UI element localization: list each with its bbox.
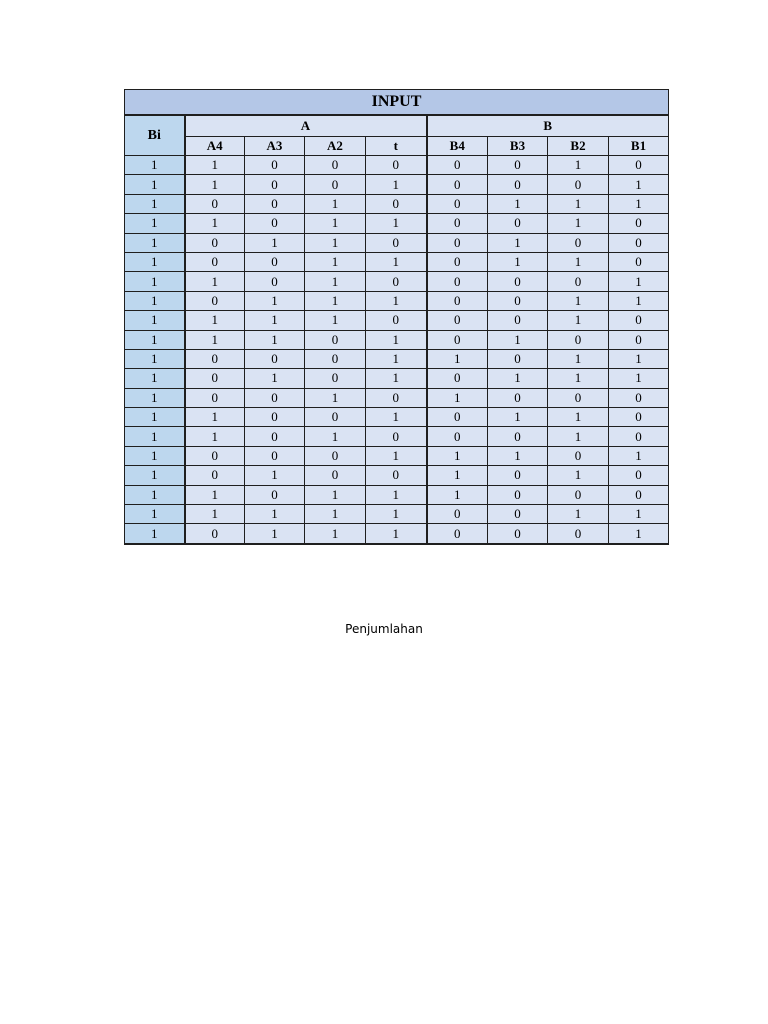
table-row — [125, 311, 669, 330]
bi-cell: 1 — [125, 233, 185, 252]
table-cell: 1 — [305, 252, 366, 271]
table-cell: 0 — [427, 311, 488, 330]
table-cell: 0 — [427, 272, 488, 291]
table-cell: 0 — [609, 408, 669, 427]
table-row — [125, 233, 669, 252]
table-cell: 0 — [488, 349, 548, 368]
table-cell: 1 — [548, 408, 609, 427]
bi-cell: 1 — [125, 214, 185, 233]
table-cell: 0 — [488, 388, 548, 407]
table-cell: 0 — [305, 349, 366, 368]
table-cell: 1 — [366, 349, 427, 368]
table-cell: 0 — [427, 291, 488, 310]
caption-text: Penjumlahan — [345, 622, 423, 636]
table-cell: 0 — [366, 311, 427, 330]
table-cell: 1 — [185, 408, 245, 427]
table-cell: 1 — [488, 408, 548, 427]
table-cell: 0 — [185, 466, 245, 485]
table-cell: 0 — [488, 505, 548, 524]
table-row — [125, 291, 669, 310]
table-cell: 1 — [548, 427, 609, 446]
table-cell: 0 — [366, 427, 427, 446]
bi-header: Bi — [125, 115, 185, 156]
table-cell: 1 — [245, 291, 305, 310]
table-cell: 0 — [609, 330, 669, 349]
table-cell: 0 — [488, 175, 548, 194]
table-cell: 1 — [305, 194, 366, 213]
table-cell: 1 — [366, 446, 427, 465]
table-cell: 0 — [488, 466, 548, 485]
table-cell: 0 — [548, 330, 609, 349]
bi-cell: 1 — [125, 349, 185, 368]
table-row — [125, 427, 669, 446]
table-cell: 1 — [185, 427, 245, 446]
table-cell: 1 — [185, 485, 245, 504]
table-cell: 1 — [185, 156, 245, 175]
table-cell: 1 — [185, 175, 245, 194]
table-cell: 0 — [609, 427, 669, 446]
table-row — [125, 349, 669, 368]
table-cell: 1 — [609, 175, 669, 194]
table-cell: 1 — [548, 214, 609, 233]
table-cell: 1 — [548, 466, 609, 485]
table-cell: 1 — [366, 214, 427, 233]
table-cell: 1 — [305, 505, 366, 524]
table-cell: 0 — [427, 194, 488, 213]
bi-cell: 1 — [125, 311, 185, 330]
table-cell: 0 — [366, 272, 427, 291]
table-cell: 1 — [548, 194, 609, 213]
table-cell: 0 — [245, 272, 305, 291]
table-cell: 0 — [245, 408, 305, 427]
table-cell: 1 — [245, 369, 305, 388]
table-cell: 0 — [609, 311, 669, 330]
table-cell: 1 — [245, 505, 305, 524]
table-cell: 1 — [245, 311, 305, 330]
table-row — [125, 330, 669, 349]
table-cell: 1 — [427, 466, 488, 485]
table-cell: 0 — [245, 388, 305, 407]
column-header-b4: B4 — [427, 137, 488, 156]
table-cell: 1 — [305, 272, 366, 291]
table-cell: 0 — [488, 272, 548, 291]
table-row — [125, 194, 669, 213]
table-cell: 0 — [609, 233, 669, 252]
table-cell: 0 — [245, 214, 305, 233]
table-cell: 1 — [305, 214, 366, 233]
table-cell: 1 — [427, 388, 488, 407]
table-cell: 0 — [185, 233, 245, 252]
bi-cell: 1 — [125, 369, 185, 388]
table-cell: 0 — [488, 311, 548, 330]
table-cell: 1 — [609, 291, 669, 310]
table-cell: 0 — [185, 369, 245, 388]
bi-cell: 1 — [125, 272, 185, 291]
table-row — [125, 214, 669, 233]
table-row — [125, 485, 669, 504]
table-row — [125, 272, 669, 291]
table-cell: 1 — [366, 330, 427, 349]
table-row — [125, 446, 669, 465]
group-header-row — [125, 115, 669, 137]
table-row — [125, 505, 669, 524]
table-cell: 1 — [366, 524, 427, 544]
column-header-row — [125, 137, 669, 156]
table-cell: 0 — [488, 214, 548, 233]
bi-cell: 1 — [125, 388, 185, 407]
table-cell: 0 — [427, 252, 488, 271]
column-header-b3: B3 — [488, 137, 548, 156]
table-cell: 1 — [609, 446, 669, 465]
bi-cell: 1 — [125, 485, 185, 504]
table-cell: 1 — [185, 272, 245, 291]
table-cell: 1 — [305, 427, 366, 446]
table-cell: 0 — [427, 505, 488, 524]
table-cell: 1 — [185, 505, 245, 524]
column-header-b1: B1 — [609, 137, 669, 156]
column-header-t: t — [366, 137, 427, 156]
table-cell: 0 — [305, 369, 366, 388]
table-cell: 1 — [427, 349, 488, 368]
table-cell: 0 — [548, 272, 609, 291]
table-cell: 0 — [245, 156, 305, 175]
table-cell: 0 — [609, 485, 669, 504]
table-cell: 0 — [245, 349, 305, 368]
table-cell: 1 — [427, 485, 488, 504]
table-cell: 1 — [609, 349, 669, 368]
table-cell: 0 — [245, 194, 305, 213]
table-cell: 0 — [548, 446, 609, 465]
table-cell: 0 — [488, 485, 548, 504]
table-cell: 0 — [488, 156, 548, 175]
table-cell: 0 — [427, 214, 488, 233]
table-cell: 1 — [548, 349, 609, 368]
table-cell: 1 — [245, 233, 305, 252]
table-cell: 1 — [185, 311, 245, 330]
table-body — [125, 156, 669, 544]
bi-cell: 1 — [125, 252, 185, 271]
table-cell: 1 — [609, 272, 669, 291]
bi-cell: 1 — [125, 446, 185, 465]
table-cell: 0 — [185, 252, 245, 271]
table-cell: 1 — [609, 524, 669, 544]
table-cell: 0 — [427, 175, 488, 194]
table-cell: 0 — [245, 427, 305, 446]
table-cell: 1 — [366, 291, 427, 310]
table-cell: 1 — [245, 524, 305, 544]
bi-cell: 1 — [125, 408, 185, 427]
table-cell: 0 — [305, 466, 366, 485]
table-cell: 1 — [245, 330, 305, 349]
bi-cell: 1 — [125, 466, 185, 485]
table-cell: 0 — [488, 524, 548, 544]
table-cell: 0 — [185, 349, 245, 368]
table-cell: 0 — [185, 194, 245, 213]
bi-cell: 1 — [125, 156, 185, 175]
table-cell: 0 — [548, 388, 609, 407]
column-header-a2: A2 — [305, 137, 366, 156]
table-row — [125, 252, 669, 271]
table-cell: 0 — [245, 485, 305, 504]
table-cell: 0 — [609, 156, 669, 175]
table-cell: 1 — [305, 485, 366, 504]
table-cell: 1 — [305, 233, 366, 252]
table-cell: 1 — [305, 291, 366, 310]
table-cell: 1 — [609, 505, 669, 524]
table-cell: 0 — [427, 408, 488, 427]
table-cell: 1 — [548, 291, 609, 310]
table-cell: 0 — [427, 156, 488, 175]
table-cell: 1 — [488, 330, 548, 349]
table-cell: 1 — [488, 194, 548, 213]
table-cell: 0 — [609, 214, 669, 233]
table-cell: 0 — [245, 446, 305, 465]
table-cell: 0 — [366, 388, 427, 407]
table-cell: 0 — [305, 156, 366, 175]
bi-cell: 1 — [125, 505, 185, 524]
table-cell: 0 — [185, 524, 245, 544]
bi-cell: 1 — [125, 194, 185, 213]
column-header-a3: A3 — [245, 137, 305, 156]
table-cell: 0 — [427, 369, 488, 388]
table-cell: 1 — [245, 466, 305, 485]
table-cell: 1 — [366, 369, 427, 388]
bi-cell: 1 — [125, 291, 185, 310]
table-cell: 1 — [366, 175, 427, 194]
table-cell: 1 — [488, 252, 548, 271]
table-cell: 1 — [305, 388, 366, 407]
table-cell: 0 — [548, 485, 609, 504]
table-cell: 0 — [488, 291, 548, 310]
table-cell: 1 — [366, 408, 427, 427]
table-cell: 0 — [245, 252, 305, 271]
table-cell: 1 — [488, 446, 548, 465]
table-cell: 0 — [427, 233, 488, 252]
input-truth-table — [124, 89, 669, 545]
table-cell: 1 — [609, 369, 669, 388]
table-cell: 1 — [185, 330, 245, 349]
table-cell: 0 — [609, 466, 669, 485]
group-a-header: A — [185, 115, 427, 137]
table-cell: 0 — [427, 427, 488, 446]
table-cell: 1 — [488, 369, 548, 388]
table-cell: 0 — [366, 194, 427, 213]
table-cell: 1 — [548, 311, 609, 330]
group-b-header: B — [427, 115, 669, 137]
table-row — [125, 156, 669, 175]
bi-cell: 1 — [125, 427, 185, 446]
table-row — [125, 388, 669, 407]
table-cell: 0 — [185, 446, 245, 465]
table-cell: 1 — [427, 446, 488, 465]
table-cell: 0 — [185, 388, 245, 407]
table-cell: 1 — [548, 369, 609, 388]
table-row — [125, 369, 669, 388]
table-cell: 1 — [305, 311, 366, 330]
column-header-b2: B2 — [548, 137, 609, 156]
table-cell: 0 — [366, 466, 427, 485]
table-row — [125, 175, 669, 194]
table-cell: 1 — [305, 524, 366, 544]
table-cell: 0 — [427, 524, 488, 544]
table-row — [125, 408, 669, 427]
table-cell: 0 — [245, 175, 305, 194]
table-cell: 0 — [305, 175, 366, 194]
table-cell: 0 — [609, 388, 669, 407]
bi-cell: 1 — [125, 175, 185, 194]
table-title: INPUT — [125, 90, 669, 116]
table-cell: 1 — [366, 252, 427, 271]
bi-cell: 1 — [125, 524, 185, 544]
table-cell: 1 — [366, 505, 427, 524]
table-cell: 0 — [427, 330, 488, 349]
table-cell: 1 — [488, 233, 548, 252]
table-row — [125, 524, 669, 544]
table-cell: 0 — [185, 291, 245, 310]
table-cell: 1 — [548, 156, 609, 175]
table-cell: 0 — [548, 233, 609, 252]
table-row — [125, 466, 669, 485]
table-cell: 0 — [548, 175, 609, 194]
table-cell: 1 — [548, 252, 609, 271]
table-cell: 1 — [185, 214, 245, 233]
table-cell: 0 — [609, 252, 669, 271]
table-cell: 0 — [366, 156, 427, 175]
table-cell: 0 — [548, 524, 609, 544]
table-cell: 0 — [305, 330, 366, 349]
table-cell: 1 — [366, 485, 427, 504]
table-cell: 0 — [366, 233, 427, 252]
bi-cell: 1 — [125, 330, 185, 349]
table-cell: 0 — [305, 446, 366, 465]
table-cell: 0 — [305, 408, 366, 427]
table-cell: 0 — [488, 427, 548, 446]
table-cell: 1 — [548, 505, 609, 524]
table-cell: 1 — [609, 194, 669, 213]
column-header-a4: A4 — [185, 137, 245, 156]
title-row — [125, 90, 669, 116]
